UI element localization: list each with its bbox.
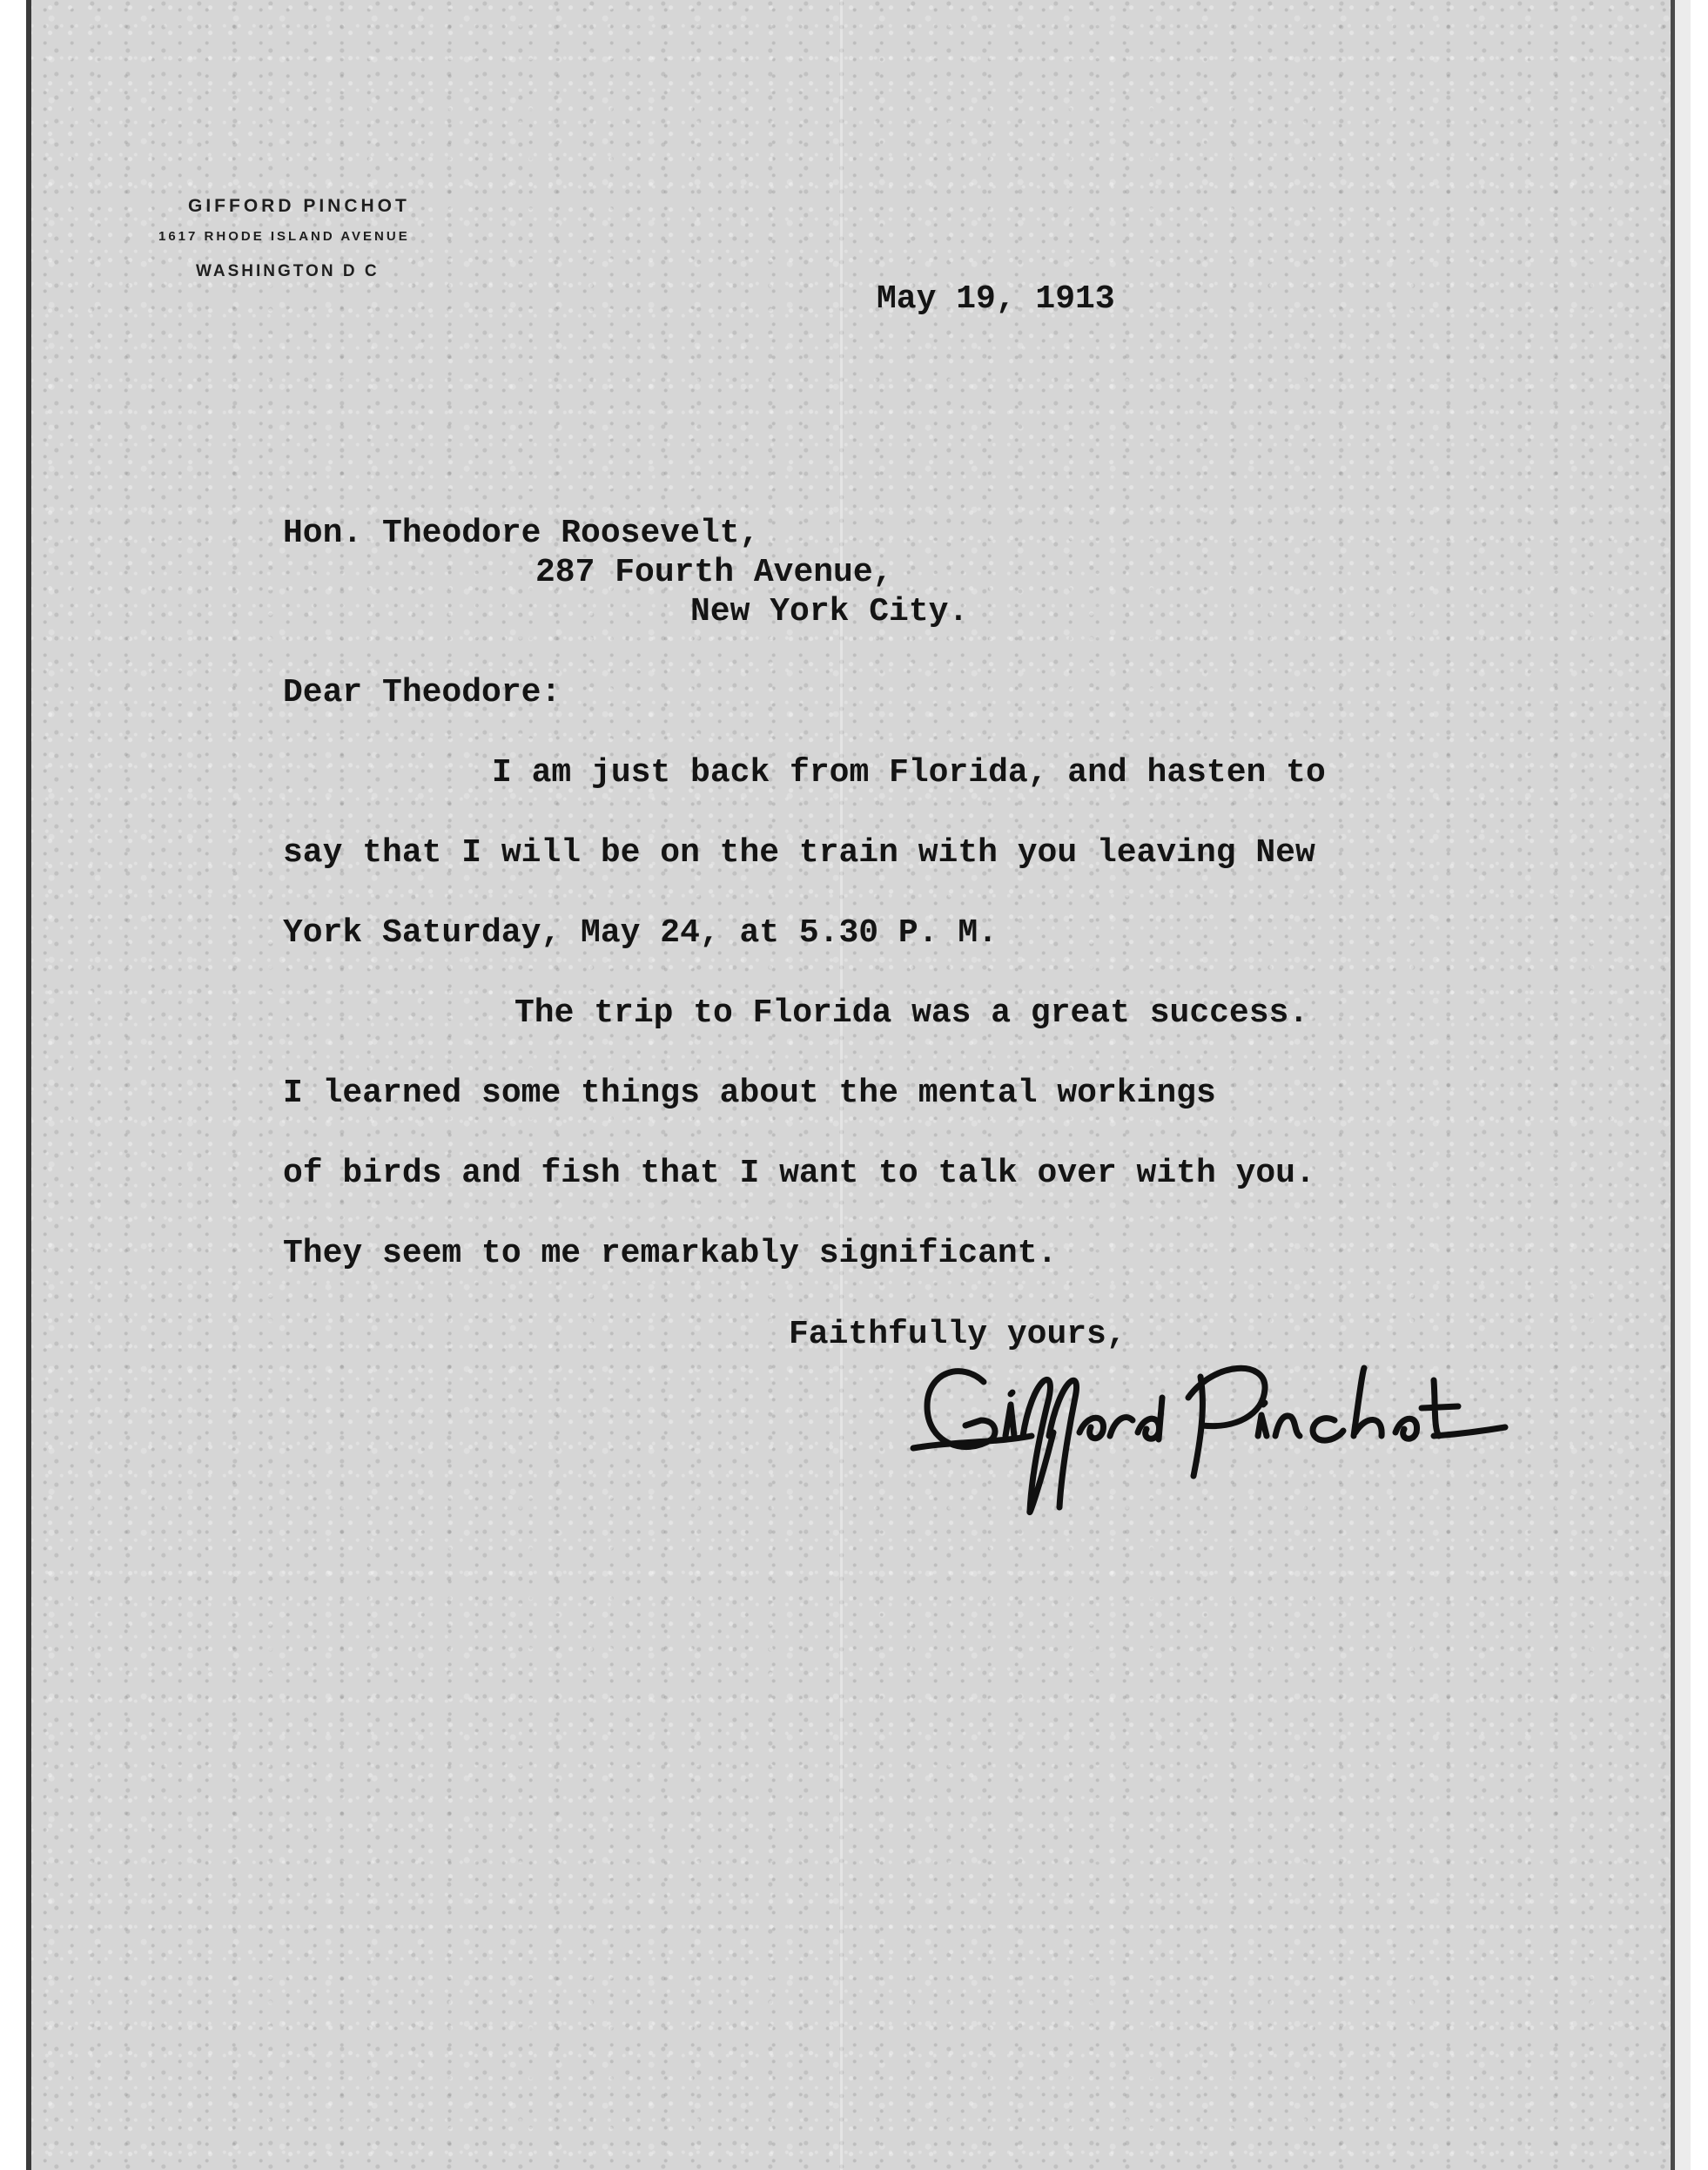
recipient-line: Hon. Theodore Roosevelt, (283, 515, 760, 552)
body-line: of birds and fish that I want to talk over with you. (283, 1155, 1315, 1192)
body-line: I am just back from Florida, and hasten to (492, 754, 1326, 792)
handwritten-signature (901, 1345, 1510, 1520)
body-line: say that I will be on the train with you leaving New (283, 834, 1315, 872)
recipient-line: New York City. (690, 593, 969, 630)
body-line: The trip to Florida was a great success. (514, 994, 1309, 1032)
recipient-line: 287 Fourth Avenue, (535, 554, 893, 591)
body-line: They seem to me remarkably significant. (283, 1235, 1058, 1272)
scan-right-edge (1671, 0, 1691, 2170)
body-line: I learned some things about the mental workings (283, 1075, 1216, 1112)
letter-sheet (26, 0, 1691, 2170)
salutation: Dear Theodore: (283, 674, 561, 711)
scan-left-edge (26, 0, 31, 2170)
letterhead-street: 1617 RHODE ISLAND AVENUE (158, 229, 410, 244)
closing: Faithfully yours, (789, 1316, 1126, 1353)
letterhead-city: WASHINGTON D C (196, 262, 380, 280)
body-line: York Saturday, May 24, at 5.30 P. M. (283, 914, 998, 952)
letter-date: May 19, 1913 (877, 280, 1115, 318)
letterhead-name: GIFFORD PINCHOT (188, 196, 410, 216)
